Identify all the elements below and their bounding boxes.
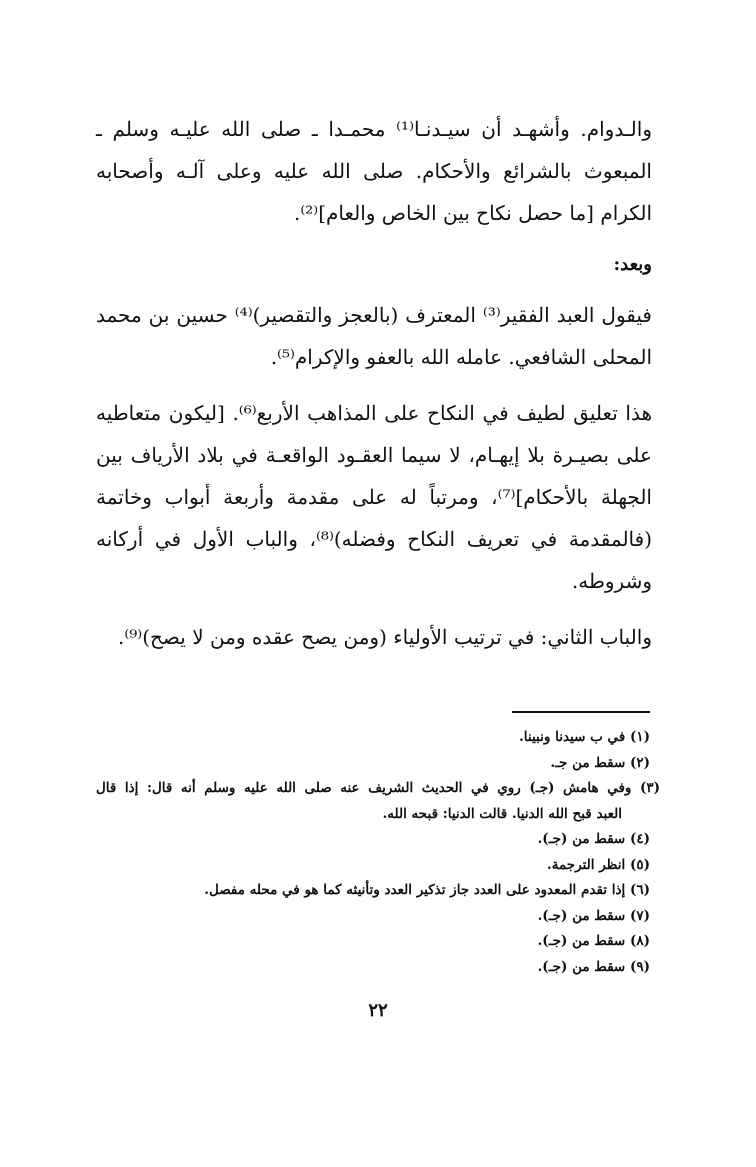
section-heading: وبعد: bbox=[613, 254, 652, 275]
paragraph-structure: هذا تعليق لطيف في النكاح على المذاهب الأربع⁽⁶⁾. [ليكون متعاطيه على بصيـرة بلا إيهـام، لا سيما العقـود الواقعـة في بلاد الأرياف بين الجهلة بالأحكام]⁽⁷⁾، ومرتباً له على مقدمة وأربعة أبواب وخاتمة (فالمقدمة في تعريف النكاح وفضله)⁽⁸⁾، والباب الأول في أركانه وشروطه. bbox=[96, 401, 652, 593]
footnote-1: (١) في ب سيدنا ونبينا. bbox=[519, 729, 650, 745]
footnote-3-continuation: العبد قبح الله الدنيا. قالت الدنيا: قبحه الله. bbox=[382, 805, 622, 822]
paragraph-author: فيقول العبد الفقير⁽³⁾ المعترف (بالعجز والتقصير)⁽⁴⁾ حسين بن محمد المحلى الشافعي. عامله الله بالعفو والإكرام⁽⁵⁾. bbox=[96, 303, 652, 369]
footnote-divider bbox=[512, 711, 650, 713]
paragraph-opening: والـدوام. وأشهـد أن سيـدنـا⁽¹⁾ محمـدا ـ صلى الله عليـه وسلم ـ المبعوث بالشرائع والأحكام. صلى الله عليه وعلى آلـه وأصحابه الكرام [ما حصل نكاح بين الخاص والعام]⁽²⁾. bbox=[96, 117, 652, 225]
footnotes-block bbox=[96, 725, 660, 980]
footnote-2: (٢) سقط من جـ. bbox=[550, 754, 650, 771]
footnote-6: (٦) إذا تقدم المعدود على العدد جاز تذكير العدد وتأنيثه كما هو في محله مفصل. bbox=[204, 882, 650, 898]
main-text-block bbox=[96, 108, 652, 658]
page-number: ٢٢ bbox=[368, 1000, 388, 1021]
footnote-7: (٧) سقط من (جـ). bbox=[537, 907, 650, 924]
footnote-8: (٨) سقط من (جـ). bbox=[537, 933, 650, 949]
footnote-3: (٣) وفي هامش (جـ) روي في الحديث الشريف عنه صلى الله عليه وسلم أنه قال: إذا قال bbox=[96, 780, 660, 796]
footnote-4: (٤) سقط من (جـ). bbox=[537, 831, 650, 847]
footnote-5: (٥) انظر الترجمة. bbox=[547, 856, 650, 873]
paragraph-second-chapter: والباب الثاني: في ترتيب الأولياء (ومن يصح عقده ومن لا يصح)⁽⁹⁾. bbox=[117, 625, 652, 649]
footnote-9: (٩) سقط من (جـ). bbox=[537, 958, 650, 975]
